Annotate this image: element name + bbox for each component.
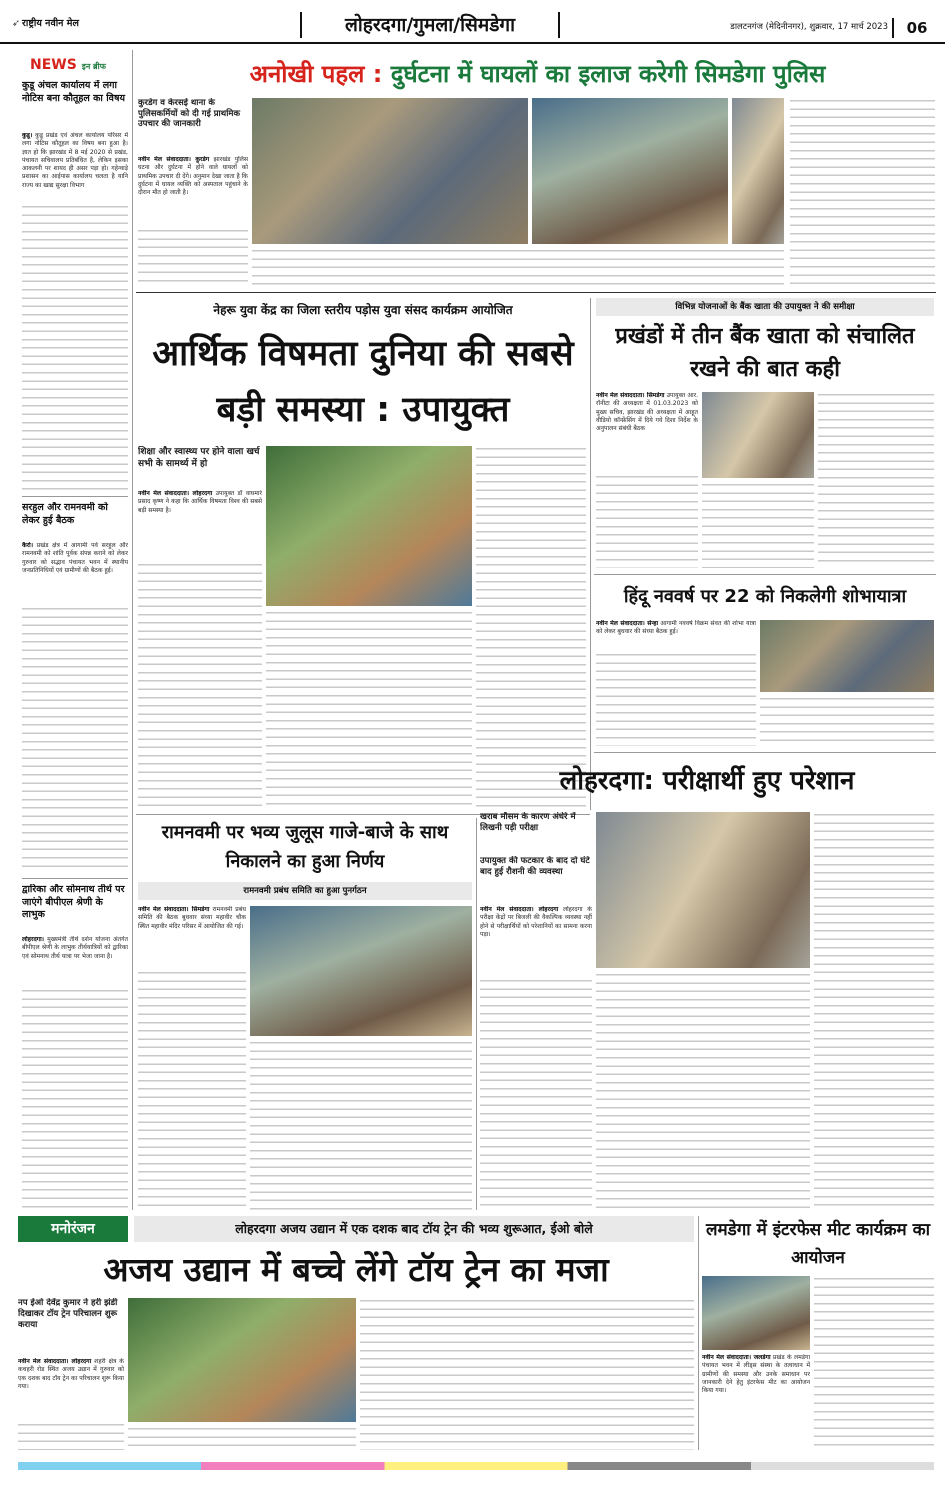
top-headline: अनोखी पहल : दुर्घटना में घायलों का इलाज करेगी सिमडेगा पुलिस — [249, 60, 826, 88]
bank-body-cont — [596, 474, 698, 568]
exam-sub: उपायुक्त की फटकार के बाद दो घंटे बाद हुई रौशनी की व्यवस्था — [480, 856, 590, 877]
youth-body-cols — [266, 610, 472, 810]
bank-body-mid — [702, 482, 814, 568]
interface-body-right — [814, 1276, 934, 1450]
train-sub: नप ईओ देवेंद्र कुमार ने हरी झंडी दिखाकर टॉय ट्रेन परिचालन शुरू कराया — [18, 1298, 118, 1330]
brief3-headline: द्वारिका और सोमनाथ तीर्थ पर जाएंगे बीपीएल श्रेणी के लाभुक — [22, 884, 125, 920]
masthead — [0, 0, 945, 44]
bank-kicker: विभिन्न योजनाओं के बैंक खाता की उपायुक्त ने की समीक्षा — [596, 298, 934, 316]
youth-kicker: नेहरू युवा केंद्र का जिला स्तरीय पड़ोस युवा संसद कार्यक्रम आयोजित — [213, 303, 513, 317]
train-body: नवीन मेल संवाददाता। लोहरदगा शहरी क्षेत्र के कचहरी रोड स्थित अजय उद्यान में गुरुवार को एक दशक बाद टॉय ट्रेन का परिचालन शुरू किया गया। — [18, 1358, 124, 1390]
top-photo-2 — [532, 98, 728, 244]
top-body-cols — [252, 248, 784, 286]
train-photo — [128, 1298, 356, 1422]
youth-photo — [266, 446, 472, 606]
page-number: 06 — [892, 18, 940, 38]
exam-headline: लोहरदगा: परीक्षार्थी हुए परेशान — [559, 766, 855, 796]
exam-kicker: खराब मौसम के कारण अंधेरे में लिखनी पड़ी परीक्षा — [480, 812, 576, 833]
ram-photo — [250, 906, 472, 1036]
edition-title: लोहरदगा/गुमला/सिमडेगा — [300, 12, 560, 38]
interface-headline: लमडेगा में इंटरफेस मीट कार्यक्रम का आयोजन — [705, 1220, 931, 1268]
exam-body-right — [814, 812, 934, 1210]
youth-body-cont — [138, 562, 262, 810]
paper-logo: ➶ राष्ट्रीय नवीन मेल — [12, 14, 132, 34]
top-photo-3 — [732, 98, 784, 244]
parade-photo — [760, 620, 934, 692]
train-body-cont — [18, 1422, 124, 1450]
brief3-body: लोहरदगा। मुख्यमंत्री तीर्थ दर्शन योजना अंतर्गत बीपीएल श्रेणी के लाभुक तीर्थयात्रियों को द्वारिका एवं सोमनाथ तीर्थ यात्रा पर भेजा जाना है। — [22, 936, 128, 960]
brief2-body: कैरो। प्रखंड क्षेत्र में आगामी पर्व सरहुल और रामनवमी को शांति पूर्वक संपन्न कराने को लेकर गुरुवार को सद्भाव पंचायत भवन में स्थानीय जनप्रतिनिधियों एवं ग्रामीणों की बैठक हुई। — [22, 542, 128, 574]
top-photo-1 — [252, 98, 528, 244]
ram-body: नवीन मेल संवाददाता। सिमडेगा रामनवमी प्रबंध समिति की बैठक बुधवार संध्या महावीर चौक स्थित महावीर मंदिर परिसर में आयोजित की गई। — [138, 906, 246, 930]
exam-photo — [596, 812, 810, 968]
bird-icon: ➶ — [12, 18, 20, 29]
bank-photo — [702, 392, 814, 478]
top-body-cont — [138, 228, 248, 284]
interface-body: नवीन मेल संवाददाता। जलडेगा प्रखंड के लमडेगा पंचायत भवन में लीड्स संस्था के तत्वाधान में ग्रामीणों की समस्या और उनके समाधान पर जानकारी देने हेतु इंटरफेस मीट का आयोजन किया गया। — [702, 1354, 810, 1395]
parade-body-cont — [596, 652, 756, 746]
train-headline: अजय उद्यान में बच्चे लेंगे टॉय ट्रेन का मजा — [103, 1250, 609, 1289]
brief1-headline: कुडू अंचल कार्यालय में लगा नोटिस बना कौतूहल का विषय — [22, 80, 125, 104]
news-brief-label: NEWS इन ब्रीफ — [30, 57, 106, 73]
exam-body-cont — [480, 978, 592, 1210]
parade-body: नवीन मेल संवाददाता। सेन्हा आगामी नववर्ष विक्रम संवत की शोभा यात्रा को लेकर बुधवार की संध्या बैठक हुई। — [596, 620, 756, 636]
bank-body: नवीन मेल संवाददाता। सिमडेगा उपायुक्त आर. रॉनीटा की अध्यक्षता में 01.03.2023 को मुख्य सचिव, झारखंड की अध्यक्षता में आहूत वीडियो कॉन्फ्रेंसिंग में दिये गये दिशा निर्देश के अनुपालन संबंधी बैठक — [596, 392, 698, 433]
exam-body-cols — [596, 972, 810, 1210]
exam-body: नवीन मेल संवाददाता। लोहरदगा लोहरदगा के परीक्षा केंद्रों पर बिजली की वैकल्पिक व्यवस्था नहीं होने से परीक्षार्थियों को परेशानियों का सामना करना पड़ा। — [480, 906, 592, 938]
youth-body: नवीन मेल संवाददाता। लोहरदगा उपायुक्त डॉ वाघमारे प्रसाद कृष्ण ने कहा कि आर्थिक विषमता विश्व की सबसे बड़ी समस्या है। — [138, 490, 262, 514]
brief2-headline: सरहुल और रामनवमी को लेकर हुई बैठक — [22, 502, 108, 526]
brief1-body: कुडू। कुडू प्रखंड एवं अंचल कार्यालय परिसर में लगा नोटिस कौतूहल का विषय बना हुआ है। ज्ञात हो कि झारखंड में 8 मई 2020 से प्रखंड, पंचायत सचिवालय प्रतिबंधित है, लेकिन इसका आकलनी पर शायद ही असर पड़ा हो। गहेन्वाड़े प्रशासन का आईपास कार्यालय चलता है यानि राज्य का खाद्य सुरक्षा विभाग — [22, 132, 128, 189]
brief3-body-cont — [22, 988, 128, 1210]
dateline: डालटनगंज (मेदिनीनगर), शुक्रवार, 17 मार्च 2023 — [730, 22, 888, 32]
news-brief-column — [18, 50, 128, 1210]
top-kicker: कुरडेग व केरसई थाना के पुलिसकर्मियों को दी गई प्राथमिक उपचार की जानकारी — [138, 98, 241, 129]
interface-photo — [702, 1276, 810, 1350]
top-body: नवीन मेल संवाददाता। कुरडेग झारखंड पुलिस घटना और दुर्घटना में होने वाले घायलों को प्राथमिक उपचार दी देंगे। अनुमान देखा जाता है कि दुर्घटना में घायल व्यक्ति को अस्पताल पहुंचाने के दौरान मौत हो जाती है। — [138, 156, 248, 197]
ram-headline: रामनवमी पर भव्य जुलूस गाजे-बाजे के साथ निकालने का हुआ निर्णय — [161, 822, 449, 872]
train-body-right — [360, 1298, 694, 1450]
print-color-strip — [18, 1462, 934, 1470]
ram-body-cols — [250, 1040, 472, 1210]
ram-sub: रामनवमी प्रबंध समिति का हुआ पुनर्गठन — [138, 882, 472, 900]
top-body-right — [790, 98, 935, 286]
bank-headline: प्रखंडों में तीन बैंक खाता को संचालित रखने की बात कही — [615, 324, 915, 382]
bank-body-right — [818, 392, 934, 568]
train-kicker: लोहरदगा अजय उद्यान में एक दशक बाद टॉय ट्रेन की भव्य शुरूआत, ईओ बोले — [134, 1216, 694, 1242]
brief1-body-cont — [22, 204, 128, 490]
parade-headline: हिंदू नववर्ष पर 22 को निकलेगी शोभायात्रा — [623, 586, 907, 607]
youth-sub: शिक्षा और स्वास्थ्य पर होने वाला खर्च सभी के सामर्थ्य में हो — [138, 447, 260, 469]
parade-body-right — [760, 696, 934, 746]
entertainment-tag: मनोरंजन — [18, 1216, 128, 1242]
ram-body-cont — [138, 970, 246, 1210]
youth-headline: आर्थिक विषमता दुनिया की सबसे बड़ी समस्या : उपायुक्त — [152, 334, 574, 430]
train-body-cols — [128, 1426, 356, 1450]
brief2-body-cont — [22, 606, 128, 872]
